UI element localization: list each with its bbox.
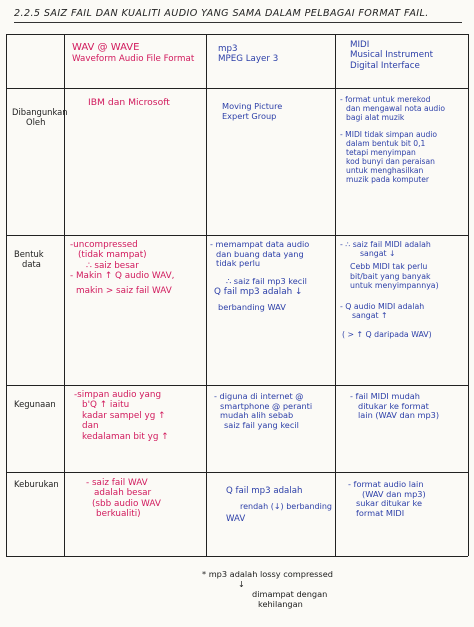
cell-wav-data <box>70 240 174 296</box>
cell-line: makin > saiz fail WAV <box>76 285 172 296</box>
cell-line: lain (WAV dan mp3) <box>358 410 440 421</box>
cell-wav-developer <box>88 98 170 109</box>
cell-line: muzik pada komputer <box>346 174 430 184</box>
cell-line: - ∴ saiz fail MIDI adalah <box>340 240 431 249</box>
cell-line: - Makin ↑ Q audio WAV, <box>70 271 175 282</box>
cell-line: b'Q ↑ iaitu <box>82 400 130 411</box>
cell-line: smartphone @ peranti <box>220 400 313 411</box>
row-label-line: Bentuk <box>14 249 44 259</box>
row-label-dibangunkan <box>12 108 68 128</box>
cell-line: dan mengawal nota audio <box>346 103 445 113</box>
cell-line: -simpan audio yang <box>74 390 162 400</box>
cell-line: IBM dan Microsoft <box>88 97 170 108</box>
cell-line: tidak perlu <box>216 258 261 269</box>
footnote-line: dimampat dengan <box>252 588 328 599</box>
footnote-line: kehilangan <box>258 598 303 609</box>
footnote <box>202 570 333 609</box>
cell-line: sangat ↑ <box>352 311 388 321</box>
cell-mp3-use <box>214 392 312 431</box>
row-label-line: Dibangunkan <box>12 107 68 117</box>
header-wav-line: Waveform Audio File Format <box>72 53 195 64</box>
cell-line: dalam bentuk bit 0,1 <box>346 138 426 148</box>
cell-line: (tidak mampat) <box>78 250 147 261</box>
header-midi-line: Digital Interface <box>350 60 420 71</box>
cell-line: Q fail mp3 adalah <box>226 486 303 496</box>
cell-line: ∴ saiz fail mp3 kecil <box>226 276 307 287</box>
cell-line: Moving Picture <box>222 101 283 111</box>
cell-wav-drawback <box>86 478 161 520</box>
cell-line: dan buang data yang <box>216 248 304 259</box>
cell-line: bagi alat muzik <box>346 112 405 122</box>
header-wav-line: WAV @ WAVE <box>72 42 140 53</box>
cell-mp3-data <box>210 240 309 313</box>
header-mp3 <box>218 44 278 65</box>
cell-wav-use <box>74 390 169 442</box>
cell-line: sukar ditukar ke <box>356 498 422 509</box>
cell-line: - Q audio MIDI adalah <box>340 301 425 311</box>
cell-line: bit/bait yang banyak <box>350 271 431 281</box>
cell-line: mudah alih sebab <box>220 410 294 421</box>
cell-midi-developer <box>340 96 445 185</box>
cell-line: kedalaman bit yg ↑ <box>82 431 169 442</box>
cell-midi-drawback <box>348 480 426 519</box>
footnote-line: * mp3 adalah lossy compressed <box>202 569 333 579</box>
cell-line: rendah (↓) berbanding <box>240 502 332 512</box>
cell-line: - MIDI tidak simpan audio <box>340 129 438 139</box>
cell-line: Q fail mp3 adalah ↓ <box>214 286 303 297</box>
cell-line: untuk menghasilkan <box>346 165 424 175</box>
header-midi <box>350 40 433 71</box>
cell-midi-use <box>350 392 439 421</box>
header-mp3-line: mp3 <box>218 44 238 54</box>
cell-line: - memampat data audio <box>210 239 310 249</box>
cell-line: berkualiti) <box>96 509 141 520</box>
row-label-line: Kegunaan <box>14 399 56 409</box>
page-title: 2.2.5 SAIZ FAIL DAN KUALITI AUDIO YANG SAMA DALAM PELBAGAI FORMAT FAIL. <box>14 8 429 19</box>
cell-line: untuk menyimpannya) <box>350 280 439 290</box>
cell-line: dan <box>82 421 99 432</box>
cell-line: - format audio lain <box>348 479 424 489</box>
header-midi-line: MIDI <box>350 40 370 50</box>
header-wav <box>72 42 194 64</box>
row-label-line: Keburukan <box>14 479 59 489</box>
cell-line: - saiz fail WAV <box>86 478 148 488</box>
title-underline <box>14 22 462 23</box>
row-label-line: Oleh <box>26 116 46 127</box>
cell-line: (sbb audio WAV <box>92 498 161 509</box>
cell-line: - fail MIDI mudah <box>350 391 420 401</box>
cell-line: ditukar ke format <box>358 400 429 411</box>
cell-line: berbanding WAV <box>218 302 286 313</box>
row-label-line: data <box>22 258 41 269</box>
footnote-arrow: ↓ <box>238 578 245 589</box>
row-label-keburukan <box>14 480 59 490</box>
cell-line: adalah besar <box>94 488 152 499</box>
cell-line: ∴ saiz besar <box>86 260 139 271</box>
cell-line: - diguna di internet @ <box>214 391 304 401</box>
cell-line: -uncompressed <box>70 240 138 250</box>
header-mp3-line: MPEG Layer 3 <box>218 54 279 65</box>
cell-mp3-developer <box>222 102 282 121</box>
header-midi-line: Musical Instrument <box>350 50 434 61</box>
cell-line: tetapi menyimpan <box>346 147 416 157</box>
cell-line: saiz fail yang kecil <box>224 420 299 431</box>
cell-mp3-drawback <box>226 486 332 524</box>
cell-line: WAV <box>226 513 246 524</box>
cell-line: (WAV dan mp3) <box>362 488 426 499</box>
cell-line: ( > ↑ Q daripada WAV) <box>342 330 432 340</box>
cell-line: kod bunyi dan peraisan <box>346 156 435 166</box>
cell-line: Cebb MIDI tak perlu <box>350 262 428 272</box>
cell-line: - format untuk merekod <box>340 95 431 104</box>
cell-line: format MIDI <box>356 508 405 519</box>
cell-midi-data <box>340 240 439 340</box>
row-label-kegunaan <box>14 400 56 410</box>
cell-line: sangat ↓ <box>360 249 396 259</box>
cell-line: kadar sampel yg ↑ <box>82 410 166 421</box>
row-label-bentuk-data <box>14 250 44 270</box>
cell-line: Expert Group <box>222 110 277 121</box>
